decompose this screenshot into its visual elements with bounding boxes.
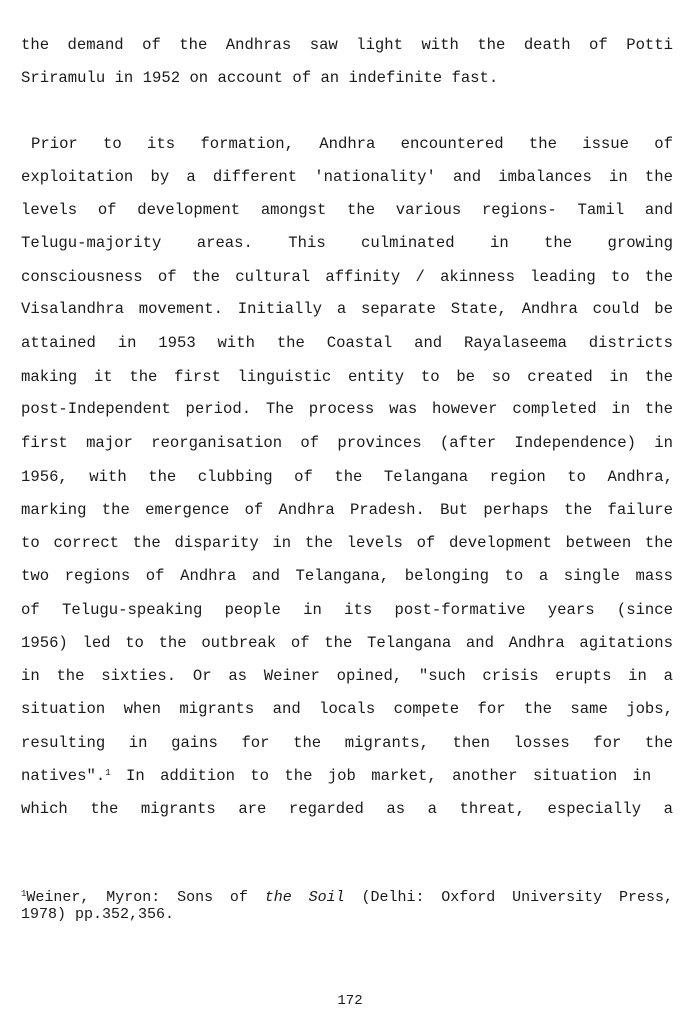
- footnote-line: [21, 889, 673, 906]
- text-line: consciousness of the cultural affinity / akinness leading to the: [21, 268, 673, 286]
- text-line: of Telugu-speaking people in its post-formative years (since: [21, 601, 673, 619]
- text-line: which the migrants are regarded as a threat, especially a: [21, 800, 673, 818]
- text-segment: natives".: [21, 767, 106, 785]
- text-line: exploitation by a different 'nationality' and imbalances in the: [21, 168, 673, 186]
- text-line: Prior to its formation, Andhra encountered the issue of: [31, 135, 673, 153]
- footnote-author: Weiner, Myron:: [26, 889, 161, 906]
- text-line: Sriramulu in 1952 on account of an indefinite fast.: [21, 69, 499, 87]
- page-number: 172: [337, 993, 363, 1009]
- text-line: 1956, with the clubbing of the Telangana region to Andhra,: [21, 468, 673, 486]
- footnote-title-italic: the Soil: [264, 889, 345, 906]
- footnote-title: Sons of: [177, 889, 248, 906]
- text-line: levels of development amongst the various regions- Tamil and: [21, 201, 673, 219]
- text-line: attained in 1953 with the Coastal and Rayalaseema districts: [21, 334, 673, 352]
- text-line: post-Independent period. The process was however completed in the: [21, 400, 673, 418]
- text-line: resulting in gains for the migrants, then losses for the: [21, 734, 673, 752]
- text-line: making it the first linguistic entity to be so created in the: [21, 368, 673, 386]
- text-line: Visalandhra movement. Initially a separate State, Andhra could be: [21, 300, 673, 318]
- footnote-reference[interactable]: 1: [105, 768, 111, 778]
- text-line: first major reorganisation of provinces (after Independence) in: [21, 434, 673, 452]
- text-line: marking the emergence of Andhra Pradesh. But perhaps the failure: [21, 501, 673, 519]
- footnote-publisher: (Delhi: Oxford University Press,: [361, 889, 673, 906]
- text-segment: In addition to the job market, another situation in: [110, 767, 652, 785]
- text-line: two regions of Andhra and Telangana, belonging to a single mass: [21, 567, 673, 585]
- text-line: in the sixties. Or as Weiner opined, "such crisis erupts in a: [21, 667, 673, 685]
- text-line: 1956) led to the outbreak of the Telangana and Andhra agitations: [21, 634, 673, 652]
- footnote-line: 1978) pp.352,356.: [21, 906, 175, 923]
- text-line-with-footnote: [21, 766, 673, 786]
- text-line: situation when migrants and locals compete for the same jobs,: [21, 700, 673, 718]
- text-line: Telugu-majority areas. This culminated in the growing: [21, 234, 673, 252]
- text-line: the demand of the Andhras saw light with the death of Potti: [21, 36, 673, 54]
- text-line: to correct the disparity in the levels of development between the: [21, 534, 673, 552]
- footnote-marker: 1: [21, 889, 27, 899]
